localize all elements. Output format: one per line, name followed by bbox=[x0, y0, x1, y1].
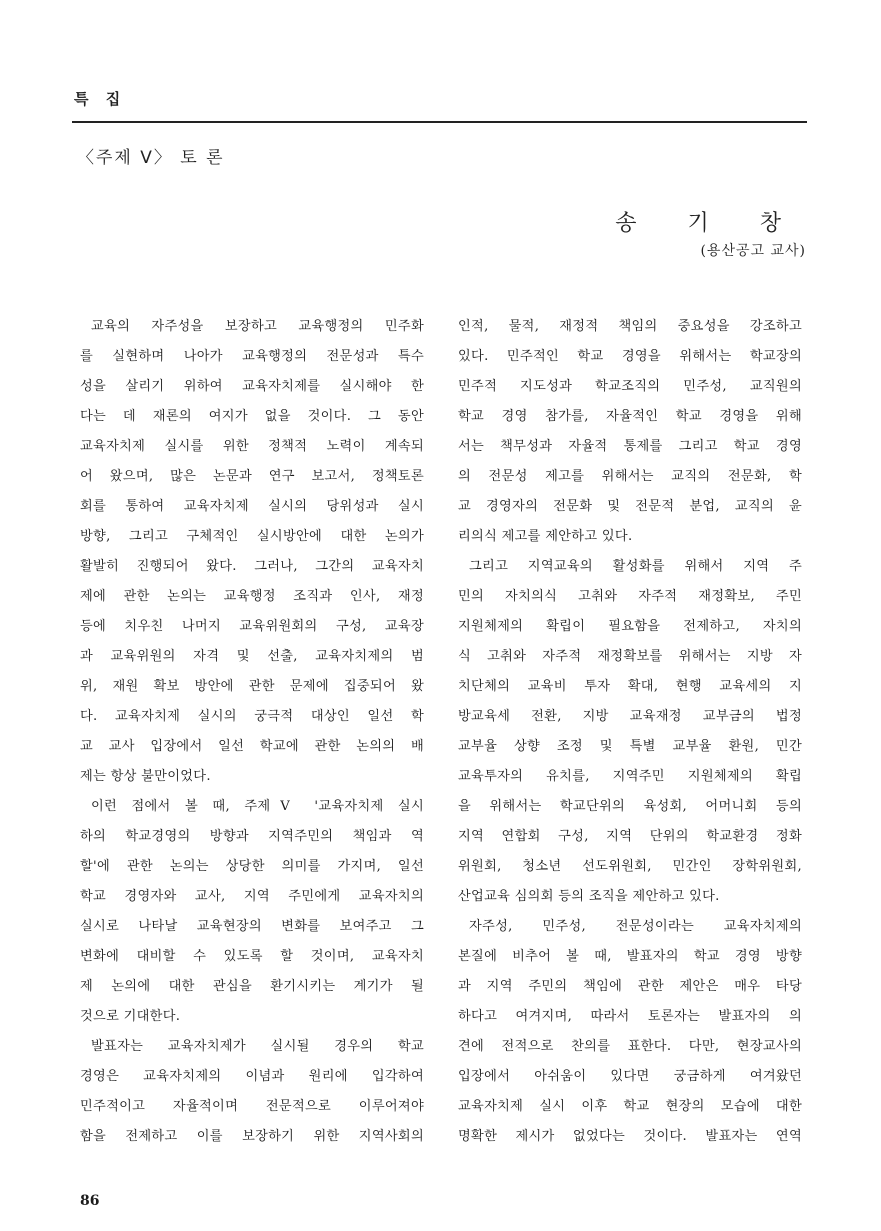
text-line: 교 교사 입장에서 일선 학교에 관한 논의의 배 bbox=[80, 739, 424, 754]
text-line: 경영은 교육자치제의 이념과 원리에 입각하여 bbox=[80, 1069, 424, 1084]
text-line: 교육자치제 실시를 위한 정책적 노력이 계속되 bbox=[80, 439, 424, 454]
text-line: 하의 학교경영의 방향과 지역주민의 책임과 역 bbox=[80, 829, 424, 844]
header-rule bbox=[72, 121, 807, 123]
text-line: 학교 경영 참가를, 자율적인 학교 경영을 위해 bbox=[458, 409, 802, 424]
text-line: 명확한 제시가 없었다는 것이다. 발표자는 연역 bbox=[458, 1129, 802, 1144]
text-line: 교부율 상향 조정 및 특별 교부율 환원, 민간 bbox=[458, 739, 802, 754]
text-line: 방향, 그리고 구체적인 실시방안에 대한 논의가 bbox=[80, 529, 424, 544]
section-label: 특 집 bbox=[74, 90, 127, 108]
page-number: 86 bbox=[80, 1193, 100, 1209]
text-line: 성을 살리기 위하여 교육자치제를 실시해야 한 bbox=[80, 379, 424, 394]
text-line: 방교육세 전환, 지방 교육재정 교부금의 법정 bbox=[458, 709, 802, 724]
text-line: 민주적 지도성과 학교조직의 민주성, 교직원의 bbox=[458, 379, 802, 394]
text-line: 등에 치우친 나머지 교육위원회의 구성, 교육장 bbox=[80, 619, 424, 634]
text-line: 이런 점에서 볼 때, 주제Ⅴ '교육자치제 실시 bbox=[91, 799, 424, 814]
text-line: 인적, 물적, 재정적 책임의 중요성을 강조하고 bbox=[458, 319, 802, 334]
text-line: 자주성, 민주성, 전문성이라는 교육자치제의 bbox=[469, 919, 802, 934]
text-line: 과 교육위원의 자격 및 선출, 교육자치제의 범 bbox=[80, 649, 424, 664]
text-line: 치단체의 교육비 투자 확대, 현행 교육세의 지 bbox=[458, 679, 802, 694]
text-line: 실시로 나타날 교육현장의 변화를 보여주고 그 bbox=[80, 919, 424, 934]
text-line: 교육의 자주성을 보장하고 교육행정의 민주화 bbox=[91, 319, 424, 334]
text-line: 지원체제의 확립이 필요함을 전제하고, 자치의 bbox=[458, 619, 802, 634]
text-line: 회를 통하여 교육자치제 실시의 당위성과 실시 bbox=[80, 499, 424, 514]
left-column bbox=[80, 312, 424, 1152]
text-line: 입장에서 아쉬움이 있다면 궁금하게 여겨왔던 bbox=[458, 1069, 802, 1084]
author-affiliation: (용산공고 교사) bbox=[700, 243, 806, 259]
topic-title: 〈주제 V〉 토 론 bbox=[77, 148, 225, 168]
text-line: 견에 전적으로 찬의를 표한다. 다만, 현장교사의 bbox=[458, 1039, 802, 1054]
text-line: 를 실현하며 나아가 교육행정의 전문성과 특수 bbox=[80, 349, 424, 364]
text-line: 학교 경영자와 교사, 지역 주민에게 교육자치의 bbox=[80, 889, 424, 904]
text-line: 활발히 진행되어 왔다. 그러나, 그간의 교육자치 bbox=[80, 559, 424, 574]
text-line: 하다고 여겨지며, 따라서 토론자는 발표자의 의 bbox=[458, 1009, 802, 1024]
text-line: 을 위해서는 학교단위의 육성회, 어머니회 등의 bbox=[458, 799, 802, 814]
text-line: 산업교육 심의회 등의 조직을 제안하고 있다. bbox=[458, 889, 720, 904]
text-line: 의 전문성 제고를 위해서는 교직의 전문화, 학 bbox=[458, 469, 802, 484]
text-line: 리의식 제고를 제안하고 있다. bbox=[458, 529, 633, 544]
text-line: 본질에 비추어 볼 때, 발표자의 학교 경영 방향 bbox=[458, 949, 802, 964]
text-line: 어 왔으며, 많은 논문과 연구 보고서, 정책토론 bbox=[80, 469, 424, 484]
text-line: 민주적이고 자율적이며 전문적으로 이루어져야 bbox=[80, 1099, 424, 1114]
text-line: 민의 자치의식 고취와 자주적 재정확보, 주민 bbox=[458, 589, 802, 604]
text-line: 교육자치제 실시 이후 학교 현장의 모습에 대한 bbox=[458, 1099, 802, 1114]
text-line: 할'에 관한 논의는 상당한 의미를 가지며, 일선 bbox=[80, 859, 424, 874]
text-line: 다. 교육자치제 실시의 궁극적 대상인 일선 학 bbox=[80, 709, 424, 724]
text-line: 제에 관한 논의는 교육행정 조직과 인사, 재정 bbox=[80, 589, 424, 604]
text-line: 그리고 지역교육의 활성화를 위해서 지역 주 bbox=[469, 559, 802, 574]
text-line: 발표자는 교육자치제가 실시될 경우의 학교 bbox=[91, 1039, 424, 1054]
text-line: 위원회, 청소년 선도위원회, 민간인 장학위원회, bbox=[458, 859, 802, 874]
text-line: 식 고취와 자주적 재정확보를 위해서는 지방 자 bbox=[458, 649, 802, 664]
text-line: 있다. 민주적인 학교 경영을 위해서는 학교장의 bbox=[458, 349, 802, 364]
text-line: 서는 책무성과 자율적 통제를 그리고 학교 경영 bbox=[458, 439, 802, 454]
text-line: 위, 재원 확보 방안에 관한 문제에 집중되어 왔 bbox=[80, 679, 424, 694]
text-line: 함을 전제하고 이를 보장하기 위한 지역사회의 bbox=[80, 1129, 424, 1144]
text-line: 과 지역 주민의 책임에 관한 제안은 매우 타당 bbox=[458, 979, 802, 994]
text-line: 교육투자의 유치를, 지역주민 지원체제의 확립 bbox=[458, 769, 802, 784]
text-line: 다는 데 재론의 여지가 없을 것이다. 그 동안 bbox=[80, 409, 424, 424]
text-line: 제 논의에 대한 관심을 환기시키는 계기가 될 bbox=[80, 979, 424, 994]
text-line: 것으로 기대한다. bbox=[80, 1009, 181, 1024]
text-line: 제는 항상 불만이었다. bbox=[80, 769, 211, 784]
text-line: 교 경영자의 전문화 및 전문적 분업, 교직의 윤 bbox=[458, 499, 802, 514]
author-name: 송 기 창 bbox=[615, 211, 803, 236]
text-line: 변화에 대비할 수 있도록 할 것이며, 교육자치 bbox=[80, 949, 424, 964]
text-line: 지역 연합회 구성, 지역 단위의 학교환경 정화 bbox=[458, 829, 802, 844]
right-column bbox=[458, 312, 802, 1152]
